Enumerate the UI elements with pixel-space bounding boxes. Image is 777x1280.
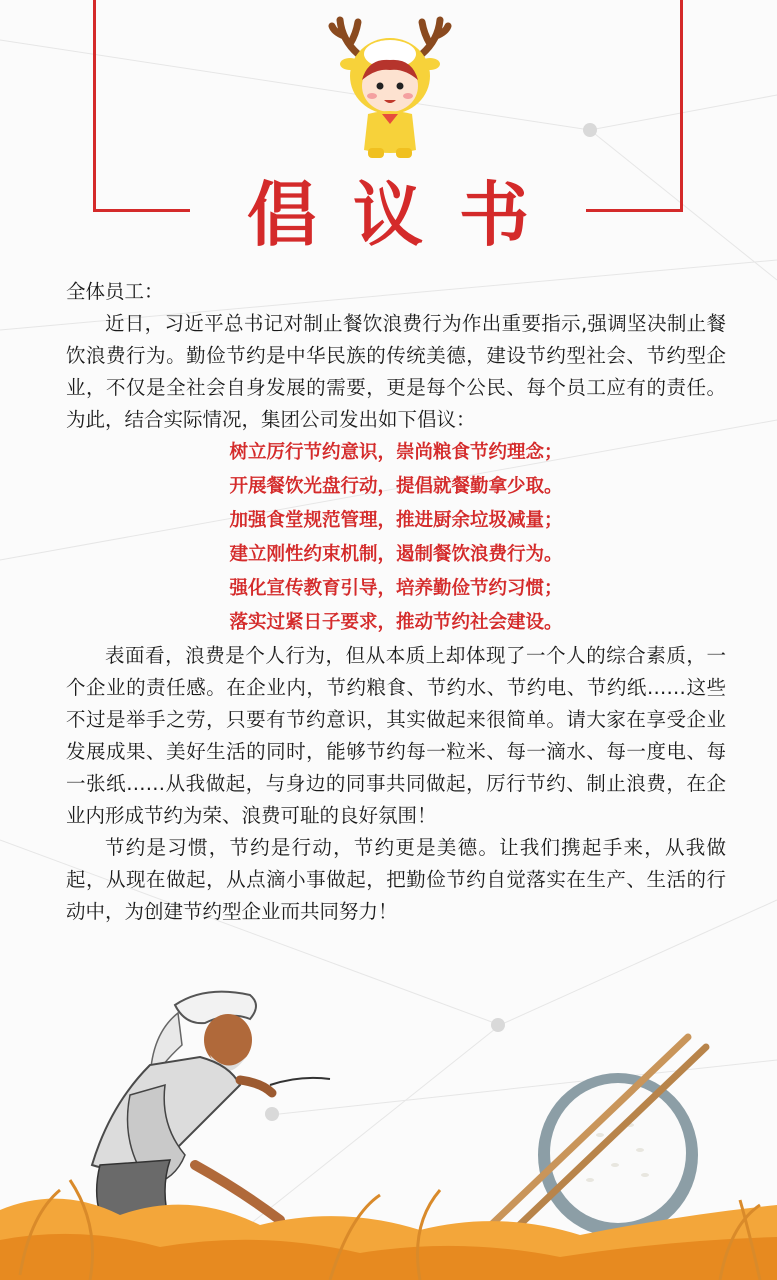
body-paragraph-1: 表面看，浪费是个人行为，但从本质上却体现了一个人的综合素质，一个企业的责任感。在企业内，节约粮食、节约水、节约电、节约纸……这些不过是举手之劳，只要有节约意识，其实做起来很简单。请大家在享受企业发展成果、美好生活的同时，能够节约每一粒米、每一滴水、每一度电、每一张纸……从我做起，与身边的同事共同做起，厉行节约、制止浪费，在企业内形成节约为荣、浪费可耻的良好氛围！ xyxy=(66,644,726,827)
proposal-item: 落实过紧日子要求，推动节约社会建设。 xyxy=(229,612,563,633)
title-banner xyxy=(190,170,586,260)
letter-body xyxy=(66,276,726,928)
salutation: 全体员工： xyxy=(66,280,164,303)
proposal-list xyxy=(66,436,726,640)
intro-paragraph: 近日，习近平总书记对制止餐饮浪费行为作出重要指示,强调坚决制止餐饮浪费行为。勤俭节约是中华民族的传统美德，建设节约型社会、节约型企业，不仅是全社会自身发展的需要，更是每个公民、每个员工应有的责任。为此，结合实际情况，集团公司发出如下倡议： xyxy=(66,312,726,431)
body-paragraph-2: 节约是习惯，节约是行动，节约更是美德。让我们携起手来，从我做起，从现在做起，从点滴小事做起，把勤俭节约自觉落实在生产、生活的行动中，为创建节约型企业而共同努力！ xyxy=(66,836,726,923)
proposal-item: 加强食堂规范管理，推进厨余垃圾减量； xyxy=(229,510,563,531)
bottom-illustration xyxy=(0,975,777,1280)
proposal-item: 建立刚性约束机制，遏制餐饮浪费行为。 xyxy=(229,544,563,565)
deer-mascot-illustration xyxy=(328,14,452,160)
proposal-item: 开展餐饮光盘行动，提倡就餐勤拿少取。 xyxy=(229,476,563,497)
proposal-item: 树立厉行节约意识，崇尚粮食节约理念； xyxy=(229,442,563,463)
proposal-item: 强化宣传教育引导，培养勤俭节约习惯； xyxy=(229,578,563,599)
farmer-illustration xyxy=(92,992,330,1235)
page-title: 倡议书 xyxy=(247,174,565,256)
